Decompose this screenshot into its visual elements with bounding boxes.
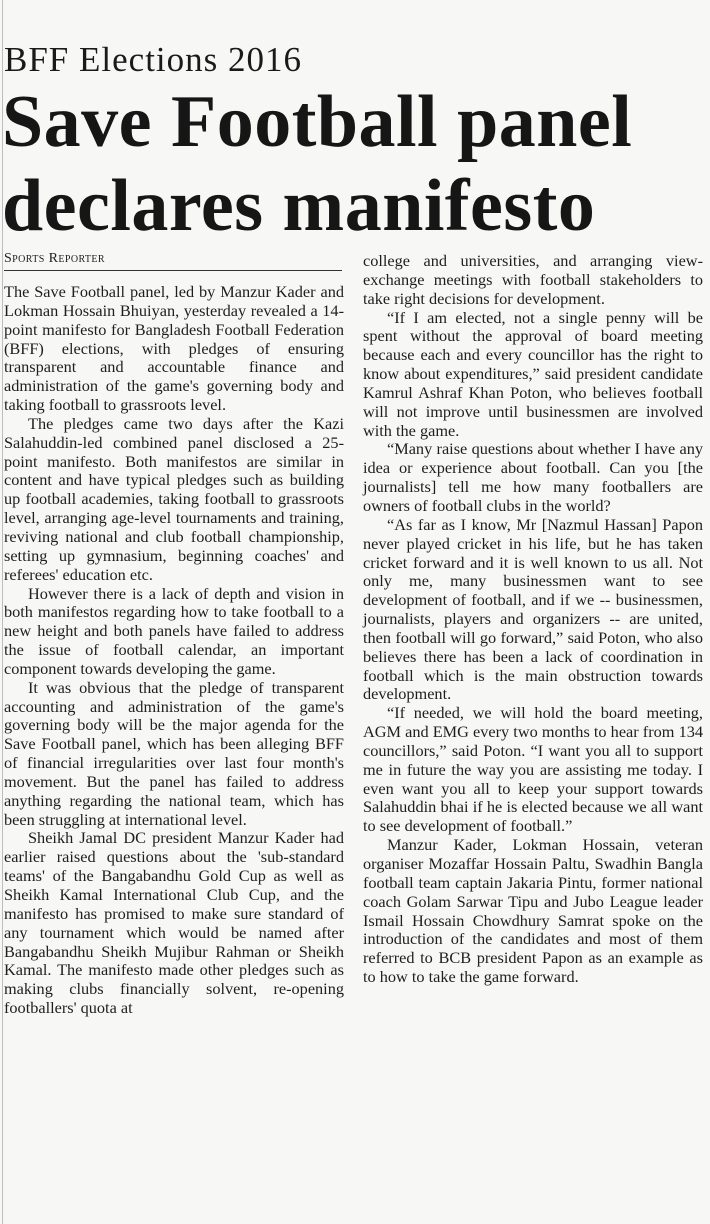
article-headline: Save Football panel declares manifesto xyxy=(2,81,633,247)
byline: Sports Reporter xyxy=(4,250,342,271)
paragraph: However there is a lack of depth and vision in both manifestos regarding how to take football to a new height and both panels have failed to address the issue of football calendar, an important component towards developing the game. xyxy=(4,583,344,678)
paragraph: Sheikh Jamal DC president Manzur Kader had earlier raised questions about the 'sub-standard teams' of the Bangabandhu Gold Cup as well as Sheikh Kamal International Club Cup, and the manifesto has promised to make sure standard of any tournament which would be named after Bangabandhu Sheikh Mujibur Rahman or Sheikh Kamal. The manifesto made other pledges such as making clubs financially solvent, re-opening footballers' quota at xyxy=(4,828,344,1018)
paragraph: The Save Football panel, led by Manzur Kader and Lokman Hossain Bhuiyan, yesterday revealed a 14-point manifesto for Bangladesh Football Federation (BFF) elections, with pledges of ensuring transparent and accountable finance and administration of the game's governing body and taking football to grassroots level. xyxy=(4,282,344,415)
right-text-column xyxy=(363,252,703,987)
paragraph: “If needed, we will hold the board meeting, AGM and EMG every two months to hear from 134 councillors,” said Poton. “I want you all to support me in future the way you are assisting me today. I even want you all to keep your support towards Salahuddin bhai if he is elected because we all want to see development of football.” xyxy=(363,703,703,836)
section-kicker: BFF Elections 2016 xyxy=(4,40,303,79)
paragraph: The pledges came two days after the Kazi Salahuddin-led combined panel disclosed a 25-point manifesto. Both manifestos are similar in content and have typical pledges such as building up football academies, taking football to grassroots level, arranging age-level tournaments and training, reviving national and club football championship, setting up gymnasium, beginning coaches' and referees' education etc. xyxy=(4,413,344,584)
paragraph: Manzur Kader, Lokman Hossain, veteran organiser Mozaffar Hossain Paltu, Swadhin Bangla football team captain Jakaria Pintu, former national coach Golam Sarwar Tipu and Jubo League leader Ismail Hossain Chowdhury Samrat spoke on the introduction of the candidates and most of them referred to BCB president Papon as an example as to how to take the game forward. xyxy=(363,835,703,987)
paragraph: It was obvious that the pledge of transparent accounting and administration of the game's governing body will be the major agenda for the Save Football panel, which has been alleging BFF of financial irregularities over last four month's movement. But the panel has failed to address anything regarding the national team, which has been struggling at international level. xyxy=(4,677,344,829)
paragraph-continued: college and universities, and arranging view-exchange meetings with football stakeholders to take right decisions for development. xyxy=(363,251,703,308)
paragraph: “Many raise questions about whether I have any idea or experience about football. Can you [the journalists] tell me how many footballers are owners of football clubs in the world? xyxy=(363,439,703,515)
paragraph: “If I am elected, not a single penny will be spent without the approval of board meeting because each and every councillor has the right to know about expenditures,” said president candidate Kamrul Ashraf Khan Poton, who believes football will not improve until businessmen are involved with the game. xyxy=(363,307,703,440)
left-text-column xyxy=(4,250,344,1018)
paragraph: “As far as I know, Mr [Nazmul Hassan] Papon never played cricket in his life, but he has taken cricket forward and it is well known to us all. Not only me, many businessmen want to see development of football, and if we -- businessmen, journalists, players and organizers -- are united, then football will go forward,” said Poton, who also believes there has been a lack of coordination in football which is the main obstruction towards development. xyxy=(363,514,703,704)
